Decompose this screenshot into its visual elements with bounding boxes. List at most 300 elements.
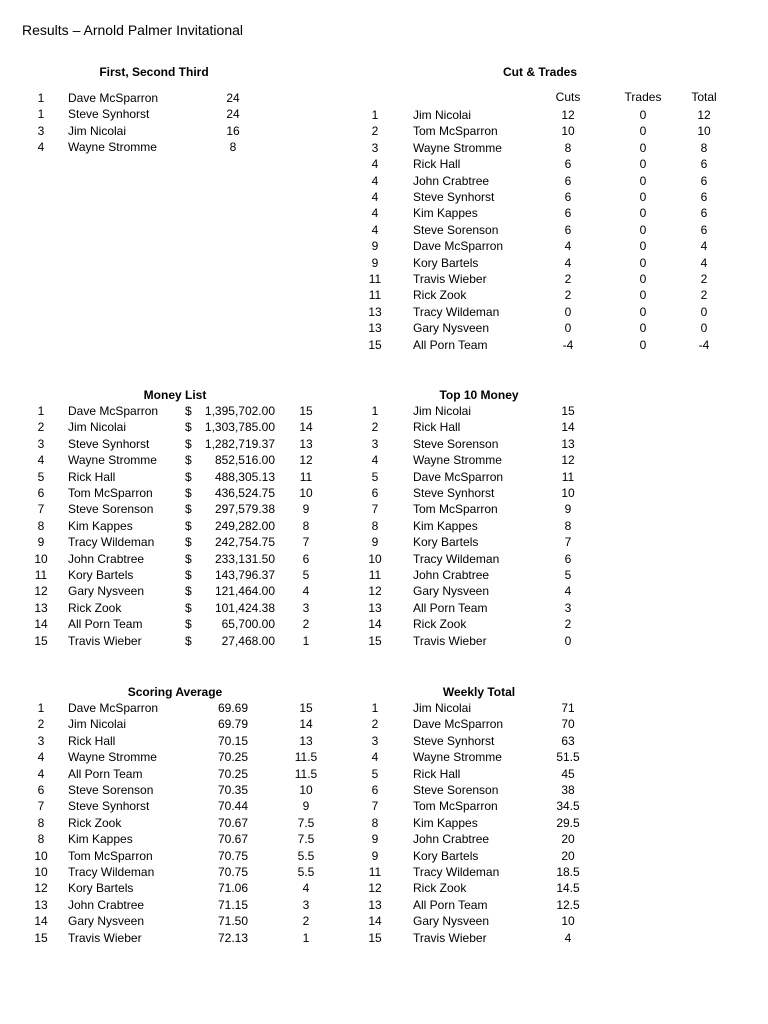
rank-cell: 2: [371, 420, 379, 435]
cuts-cell: 6: [564, 222, 572, 237]
points-cell: 1: [302, 930, 310, 945]
avg-cell: 70.44: [217, 799, 249, 814]
cuts-cell: 6: [564, 157, 572, 172]
table-row: [0, 403, 768, 419]
rank-cell: 11: [368, 568, 382, 582]
rank-cell: 6: [37, 783, 45, 797]
cut-trades-table: [0, 65, 768, 365]
name-cell: Jim Nicolai: [68, 717, 127, 732]
points-cell: 7.5: [297, 832, 315, 847]
name-cell: John Crabtree: [413, 832, 490, 847]
rank-cell: 13: [368, 897, 382, 912]
rank-cell: 3: [37, 733, 45, 748]
table-row: [0, 189, 768, 205]
points-cell: 15: [561, 404, 575, 418]
table-row: [0, 304, 768, 320]
points-cell: 5.5: [297, 865, 315, 879]
name-cell: Jim Nicolai: [413, 701, 472, 715]
trades-cell: 0: [639, 288, 647, 303]
section-title: Top 10 Money: [439, 388, 519, 402]
total-cell: 14.5: [556, 881, 580, 896]
cuts-cell: 12: [561, 108, 575, 122]
points-cell: 4: [564, 584, 572, 599]
name-cell: Kory Bartels: [68, 568, 134, 582]
points-cell: 13: [299, 436, 313, 451]
name-cell: Tracy Wildeman: [413, 865, 500, 879]
name-cell: Travis Wieber: [68, 633, 142, 648]
amount-cell: 101,424.38: [214, 600, 275, 615]
rank-cell: 4: [37, 750, 45, 765]
avg-cell: 70.75: [217, 848, 249, 863]
points-cell: 7.5: [297, 815, 315, 830]
name-cell: Tom McSparron: [413, 799, 498, 814]
total-cell: 4: [700, 239, 708, 254]
name-cell: Rick Zook: [68, 815, 122, 830]
rank-cell: 1: [37, 107, 45, 122]
points-cell: 5: [564, 568, 572, 582]
total-cell: 12.5: [556, 897, 580, 912]
name-cell: Dave McSparron: [413, 469, 504, 484]
points-cell: 7: [564, 535, 572, 550]
currency-symbol: $: [185, 535, 192, 550]
points-cell: 2: [302, 914, 310, 929]
amount-cell: 242,754.75: [214, 535, 275, 550]
total-cell: 20: [561, 848, 575, 863]
cuts-cell: 2: [564, 288, 572, 303]
total-cell: 2: [700, 288, 708, 303]
rank-cell: 13: [368, 600, 382, 615]
section-title: Weekly Total: [442, 685, 516, 699]
table-row: [0, 897, 768, 913]
table-row: [0, 913, 768, 929]
trades-cell: 0: [639, 272, 647, 286]
rank-cell: 4: [37, 766, 45, 781]
rank-cell: 14: [368, 617, 382, 632]
points-cell: 4: [302, 881, 310, 896]
rank-cell: 2: [37, 420, 45, 435]
table-row: [0, 140, 768, 156]
table-row: [0, 173, 768, 189]
name-cell: John Crabtree: [413, 568, 490, 582]
table-row: [0, 271, 768, 287]
table-row: [0, 716, 768, 732]
table-row: [0, 518, 768, 534]
table-row: [0, 255, 768, 271]
total-cell: 38: [561, 783, 575, 797]
name-cell: Tom McSparron: [68, 848, 153, 863]
name-cell: Wayne Stromme: [68, 453, 157, 468]
table-row: [0, 831, 768, 847]
table-row: [0, 452, 768, 468]
table-row: [0, 534, 768, 550]
total-cell: 51.5: [556, 750, 580, 765]
points-cell: 4: [302, 584, 310, 599]
points-cell: 1: [302, 633, 310, 648]
trades-cell: 0: [639, 173, 647, 188]
rank-cell: 8: [37, 815, 45, 830]
currency-symbol: $: [185, 633, 192, 648]
points-cell: 3: [564, 600, 572, 615]
avg-cell: 69.79: [217, 717, 249, 732]
name-cell: Dave McSparron: [68, 701, 159, 715]
table-row: [0, 864, 768, 880]
name-cell: Steve Synhorst: [413, 190, 495, 204]
cuts-cell: 0: [564, 304, 572, 319]
name-cell: Rick Hall: [413, 157, 461, 172]
rank-cell: 4: [37, 453, 45, 468]
table-row: [0, 700, 768, 716]
rank-cell: 5: [37, 469, 45, 484]
trades-cell: 0: [639, 206, 647, 221]
rank-cell: 9: [371, 832, 379, 847]
name-cell: Gary Nysveen: [68, 584, 145, 599]
avg-cell: 71.06: [217, 881, 249, 896]
rank-cell: 4: [371, 750, 379, 765]
points-cell: 13: [299, 733, 313, 748]
rank-cell: 10: [34, 865, 48, 879]
rank-cell: 15: [34, 930, 48, 945]
points-cell: 11: [561, 469, 575, 484]
table-row: [0, 567, 768, 583]
rank-cell: 10: [368, 551, 382, 566]
currency-symbol: $: [185, 617, 192, 632]
name-cell: Kim Kappes: [413, 206, 478, 221]
points-cell: 11: [299, 469, 313, 484]
points-cell: 10: [299, 486, 313, 500]
total-cell: 8: [700, 140, 708, 155]
document-title: Results – Arnold Palmer Invitational: [22, 22, 243, 38]
name-cell: Kim Kappes: [68, 518, 133, 533]
rank-cell: 15: [368, 930, 382, 945]
currency-symbol: $: [185, 436, 192, 451]
table-row: [0, 551, 768, 567]
name-cell: Gary Nysveen: [68, 914, 145, 929]
avg-cell: 72.13: [217, 930, 249, 945]
name-cell: Steve Synhorst: [413, 486, 495, 500]
points-cell: 7: [302, 535, 310, 550]
currency-symbol: $: [185, 404, 192, 418]
rank-cell: 9: [371, 239, 379, 254]
points-cell: 8: [229, 140, 237, 155]
rank-cell: 4: [37, 140, 45, 155]
name-cell: All Porn Team: [413, 337, 488, 352]
name-cell: Rick Hall: [413, 766, 461, 781]
rank-cell: 13: [34, 600, 48, 615]
total-cell: 2: [700, 272, 708, 286]
points-cell: 15: [299, 701, 313, 715]
total-cell: 34.5: [556, 799, 580, 814]
trades-cell: 0: [639, 157, 647, 172]
name-cell: Steve Synhorst: [68, 107, 150, 122]
avg-cell: 70.15: [217, 733, 249, 748]
amount-cell: 488,305.13: [214, 469, 275, 484]
name-cell: Wayne Stromme: [413, 453, 502, 468]
table-row: [0, 733, 768, 749]
points-cell: 3: [302, 600, 310, 615]
table-row: [0, 633, 768, 649]
amount-cell: 233,131.50: [214, 551, 275, 566]
name-cell: Jim Nicolai: [413, 404, 472, 418]
points-cell: 10: [561, 486, 575, 500]
rank-cell: 11: [368, 865, 382, 879]
rank-cell: 2: [37, 717, 45, 732]
table-row: [0, 798, 768, 814]
points-cell: 15: [299, 404, 313, 418]
name-cell: Travis Wieber: [413, 930, 487, 945]
trades-cell: 0: [639, 304, 647, 319]
name-cell: Rick Zook: [68, 600, 122, 615]
table-row: [0, 156, 768, 172]
rank-cell: 3: [371, 436, 379, 451]
trades-cell: 0: [639, 124, 647, 139]
total-cell: 10: [561, 914, 575, 929]
rank-cell: 15: [368, 633, 382, 648]
avg-cell: 70.35: [217, 783, 249, 797]
name-cell: Steve Sorenson: [413, 436, 499, 451]
currency-symbol: $: [185, 486, 192, 500]
name-cell: Wayne Stromme: [68, 750, 157, 765]
rank-cell: 15: [34, 633, 48, 648]
table-row: [0, 600, 768, 616]
avg-cell: 70.25: [217, 750, 249, 765]
rank-cell: 9: [37, 535, 45, 550]
name-cell: Gary Nysveen: [413, 914, 490, 929]
total-cell: 71: [561, 701, 575, 715]
table-row: [0, 766, 768, 782]
name-cell: Kim Kappes: [413, 518, 478, 533]
cuts-cell: 6: [564, 190, 572, 204]
table-row: [0, 880, 768, 896]
weekly-total-table: [0, 685, 768, 955]
cuts-cell: 10: [561, 124, 575, 139]
rank-cell: 14: [34, 914, 48, 929]
rank-cell: 6: [371, 783, 379, 797]
name-cell: All Porn Team: [68, 617, 143, 632]
table-row: [0, 205, 768, 221]
name-cell: Gary Nysveen: [413, 321, 490, 336]
points-cell: 14: [561, 420, 575, 435]
name-cell: Steve Sorenson: [413, 222, 499, 237]
table-row: [0, 782, 768, 798]
table-row: [0, 123, 768, 139]
name-cell: Wayne Stromme: [413, 140, 502, 155]
name-cell: Kim Kappes: [68, 832, 133, 847]
total-cell: 18.5: [556, 865, 580, 879]
currency-symbol: $: [185, 568, 192, 582]
avg-cell: 71.15: [217, 897, 249, 912]
rank-cell: 9: [371, 535, 379, 550]
rank-cell: 5: [371, 766, 379, 781]
rank-cell: 4: [371, 206, 379, 221]
name-cell: Kory Bartels: [413, 848, 479, 863]
name-cell: All Porn Team: [413, 600, 488, 615]
trades-cell: 0: [639, 108, 647, 122]
avg-cell: 70.67: [217, 815, 249, 830]
currency-symbol: $: [185, 584, 192, 599]
amount-cell: 436,524.75: [214, 486, 275, 500]
cuts-cell: 0: [564, 321, 572, 336]
name-cell: All Porn Team: [68, 766, 143, 781]
total-cell: 12: [697, 108, 711, 122]
rank-cell: 15: [368, 337, 382, 352]
rank-cell: 3: [371, 140, 379, 155]
top10-money-table: [0, 388, 768, 658]
amount-cell: 249,282.00: [214, 518, 275, 533]
total-cell: 6: [700, 206, 708, 221]
name-cell: Steve Sorenson: [68, 502, 154, 517]
points-cell: 9: [564, 502, 572, 517]
name-cell: Steve Synhorst: [413, 733, 495, 748]
name-cell: Rick Zook: [413, 288, 467, 303]
currency-symbol: $: [185, 502, 192, 517]
points-cell: 24: [226, 107, 240, 122]
section-title: Cut & Trades: [502, 65, 578, 79]
table-row: [0, 485, 768, 501]
name-cell: Gary Nysveen: [413, 584, 490, 599]
trades-cell: 0: [639, 222, 647, 237]
trades-cell: 0: [639, 140, 647, 155]
points-cell: 12: [299, 453, 313, 468]
rank-cell: 7: [37, 502, 45, 517]
points-cell: 14: [299, 420, 313, 435]
table-row: [0, 287, 768, 303]
total-cell: 6: [700, 157, 708, 172]
table-row: [0, 749, 768, 765]
trades-cell: 0: [639, 255, 647, 270]
rank-cell: 11: [34, 568, 48, 582]
rank-cell: 6: [37, 486, 45, 500]
rank-cell: 5: [371, 469, 379, 484]
avg-cell: 70.67: [217, 832, 249, 847]
table-row: [0, 238, 768, 254]
rank-cell: 1: [37, 701, 45, 715]
rank-cell: 10: [34, 848, 48, 863]
rank-cell: 8: [371, 815, 379, 830]
table-row: [0, 930, 768, 946]
name-cell: Kory Bartels: [68, 881, 134, 896]
points-cell: 6: [302, 551, 310, 566]
rank-cell: 8: [371, 518, 379, 533]
points-cell: 2: [564, 617, 572, 632]
currency-symbol: $: [185, 453, 192, 468]
total-column-header: Total: [691, 90, 717, 104]
rank-cell: 1: [371, 701, 379, 715]
cuts-cell: 4: [564, 239, 572, 254]
table-row: [0, 469, 768, 485]
rank-cell: 11: [368, 272, 382, 286]
name-cell: Tom McSparron: [413, 124, 498, 139]
rank-cell: 10: [34, 551, 48, 566]
rank-cell: 14: [34, 617, 48, 632]
amount-cell: 65,700.00: [221, 617, 275, 632]
amount-cell: 1,395,702.00: [204, 404, 275, 418]
name-cell: Tracy Wildeman: [413, 304, 500, 319]
section-title: First, Second Third: [99, 65, 209, 79]
points-cell: 24: [226, 91, 240, 105]
name-cell: Kim Kappes: [413, 815, 478, 830]
amount-cell: 121,464.00: [214, 584, 275, 599]
points-cell: 13: [561, 436, 575, 451]
total-cell: 63: [561, 733, 575, 748]
amount-cell: 1,282,719.37: [204, 436, 275, 451]
rank-cell: 9: [371, 255, 379, 270]
rank-cell: 12: [368, 584, 382, 599]
total-cell: 4: [700, 255, 708, 270]
name-cell: Wayne Stromme: [68, 140, 157, 155]
name-cell: Jim Nicolai: [68, 420, 127, 435]
rank-cell: 3: [371, 733, 379, 748]
total-cell: 45: [561, 766, 575, 781]
rank-cell: 1: [37, 91, 45, 105]
name-cell: Steve Synhorst: [68, 799, 150, 814]
table-row: [0, 419, 768, 435]
points-cell: 5.5: [297, 848, 315, 863]
rank-cell: 8: [37, 518, 45, 533]
rank-cell: 4: [371, 173, 379, 188]
table-row: [0, 583, 768, 599]
section-title: Money List: [143, 388, 207, 402]
name-cell: Dave McSparron: [413, 239, 504, 254]
rank-cell: 1: [371, 404, 379, 418]
name-cell: Rick Zook: [413, 881, 467, 896]
currency-symbol: $: [185, 600, 192, 615]
name-cell: Steve Sorenson: [413, 783, 499, 797]
rank-cell: 3: [37, 123, 45, 138]
rank-cell: 13: [368, 304, 382, 319]
cuts-cell: -4: [562, 337, 574, 352]
rank-cell: 13: [34, 897, 48, 912]
total-cell: -4: [698, 337, 710, 352]
avg-cell: 70.75: [217, 865, 249, 879]
name-cell: All Porn Team: [413, 897, 488, 912]
cuts-cell: 4: [564, 255, 572, 270]
name-cell: John Crabtree: [68, 551, 145, 566]
cuts-cell: 6: [564, 173, 572, 188]
amount-cell: 1,303,785.00: [204, 420, 275, 435]
currency-symbol: $: [185, 420, 192, 435]
points-cell: 10: [299, 783, 313, 797]
total-cell: 6: [700, 222, 708, 237]
name-cell: Travis Wieber: [68, 930, 142, 945]
name-cell: Tracy Wildeman: [413, 551, 500, 566]
rank-cell: 3: [37, 436, 45, 451]
table-row: [0, 107, 768, 123]
trades-cell: 0: [639, 321, 647, 336]
table-row: [0, 848, 768, 864]
rank-cell: 14: [368, 914, 382, 929]
points-cell: 5: [302, 568, 310, 582]
avg-cell: 71.50: [217, 914, 249, 929]
points-cell: 14: [299, 717, 313, 732]
total-cell: 4: [564, 930, 572, 945]
total-cell: 6: [700, 190, 708, 204]
points-cell: 3: [302, 897, 310, 912]
rank-cell: 11: [368, 288, 382, 303]
rank-cell: 4: [371, 453, 379, 468]
avg-cell: 69.69: [217, 701, 249, 715]
name-cell: Dave McSparron: [68, 404, 159, 418]
points-cell: 9: [302, 799, 310, 814]
name-cell: Rick Hall: [413, 420, 461, 435]
table-row: [0, 501, 768, 517]
table-row: [0, 436, 768, 452]
points-cell: 8: [302, 518, 310, 533]
rank-cell: 12: [34, 881, 48, 896]
name-cell: Rick Hall: [68, 469, 116, 484]
name-cell: John Crabtree: [413, 173, 490, 188]
name-cell: Rick Hall: [68, 733, 116, 748]
rank-cell: 8: [37, 832, 45, 847]
